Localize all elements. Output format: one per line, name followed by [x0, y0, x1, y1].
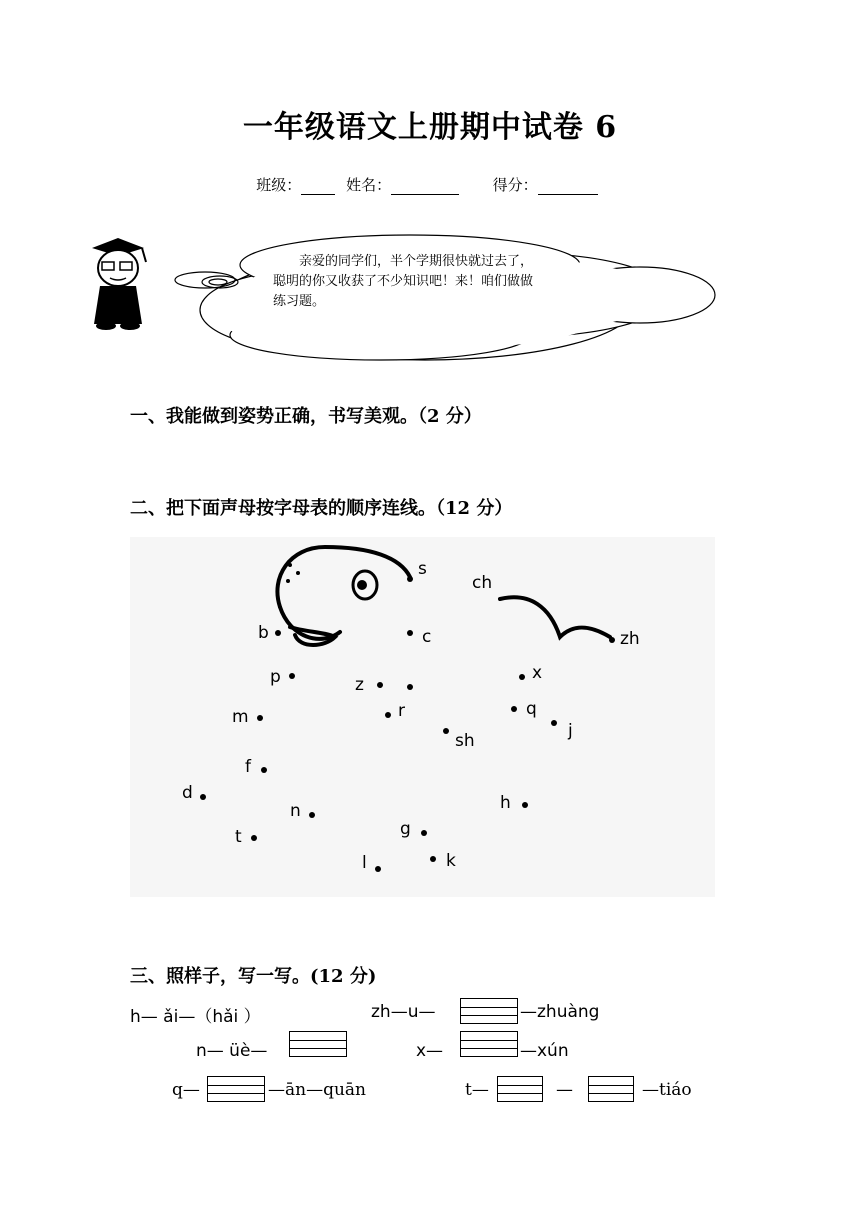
item-suffix: —ān—quān [268, 1080, 366, 1100]
letter: k [446, 851, 456, 871]
letter: x [532, 663, 543, 683]
letter: r [398, 701, 405, 721]
item-suffix: —tiáo [642, 1080, 692, 1100]
page-title: 一年级语文上册期中试卷 6 [242, 110, 618, 145]
name-label: 姓名： [346, 176, 392, 194]
bubble-line: 聪明的你又收获了不少知识吧！来！咱们做做 [273, 274, 534, 289]
writing-box[interactable] [460, 998, 518, 1024]
section-2-title: 二、把下面声母按字母表的顺序连线。（12 分） [130, 498, 513, 519]
score-blank[interactable] [538, 180, 598, 195]
item-prefix: x— [416, 1041, 444, 1061]
letter: m [232, 707, 249, 727]
letter: t [235, 827, 242, 847]
class-blank[interactable] [301, 180, 335, 195]
letter: l [362, 853, 367, 873]
letter: g [400, 819, 411, 839]
graduate-boy-icon [92, 238, 146, 330]
score-label: 得分： [492, 176, 538, 194]
letter: p [270, 667, 281, 687]
item-prefix: q— [172, 1080, 200, 1100]
section-3-title: 三、照样子，写一写。(12 分) [130, 966, 377, 987]
student-info [0, 174, 860, 195]
writing-box[interactable] [207, 1076, 265, 1102]
name-blank[interactable] [391, 180, 459, 195]
letter: j [568, 721, 573, 741]
dots-layer [130, 537, 715, 897]
letter: c [422, 627, 432, 647]
writing-box[interactable] [460, 1031, 518, 1057]
section-1-title: 一、我能做到姿势正确，书写美观。（2 分） [130, 406, 482, 427]
writing-box[interactable] [588, 1076, 634, 1102]
letter: d [182, 783, 193, 803]
item-suffix: —zhuàng [520, 1002, 600, 1022]
item-prefix: zh—u— [371, 1002, 436, 1022]
letter: zh [620, 629, 640, 649]
letter: f [245, 757, 251, 777]
connect-dots-picture [130, 537, 715, 897]
item-prefix: n— üè— [196, 1041, 268, 1061]
letter: ch [472, 573, 493, 593]
writing-box[interactable] [289, 1031, 347, 1057]
item-prefix: t— [465, 1080, 489, 1100]
letter: q [526, 699, 537, 719]
bubble-text [273, 252, 613, 312]
letter: z [355, 675, 364, 695]
letter: b [258, 623, 269, 643]
letter: s [418, 559, 427, 579]
bubble-line: 亲爱的同学们，半个学期很快就过去了， [299, 254, 534, 269]
item-separator: — [556, 1080, 573, 1100]
item-suffix: —xún [520, 1041, 569, 1061]
class-label: 班级： [256, 176, 302, 194]
bubble-line: 练习题。 [273, 294, 326, 309]
example-text: h— ǎi—（hǎi ） [130, 1007, 261, 1027]
writing-box[interactable] [497, 1076, 543, 1102]
letter: sh [455, 731, 475, 751]
letter: n [290, 801, 301, 821]
letter: h [500, 793, 511, 813]
